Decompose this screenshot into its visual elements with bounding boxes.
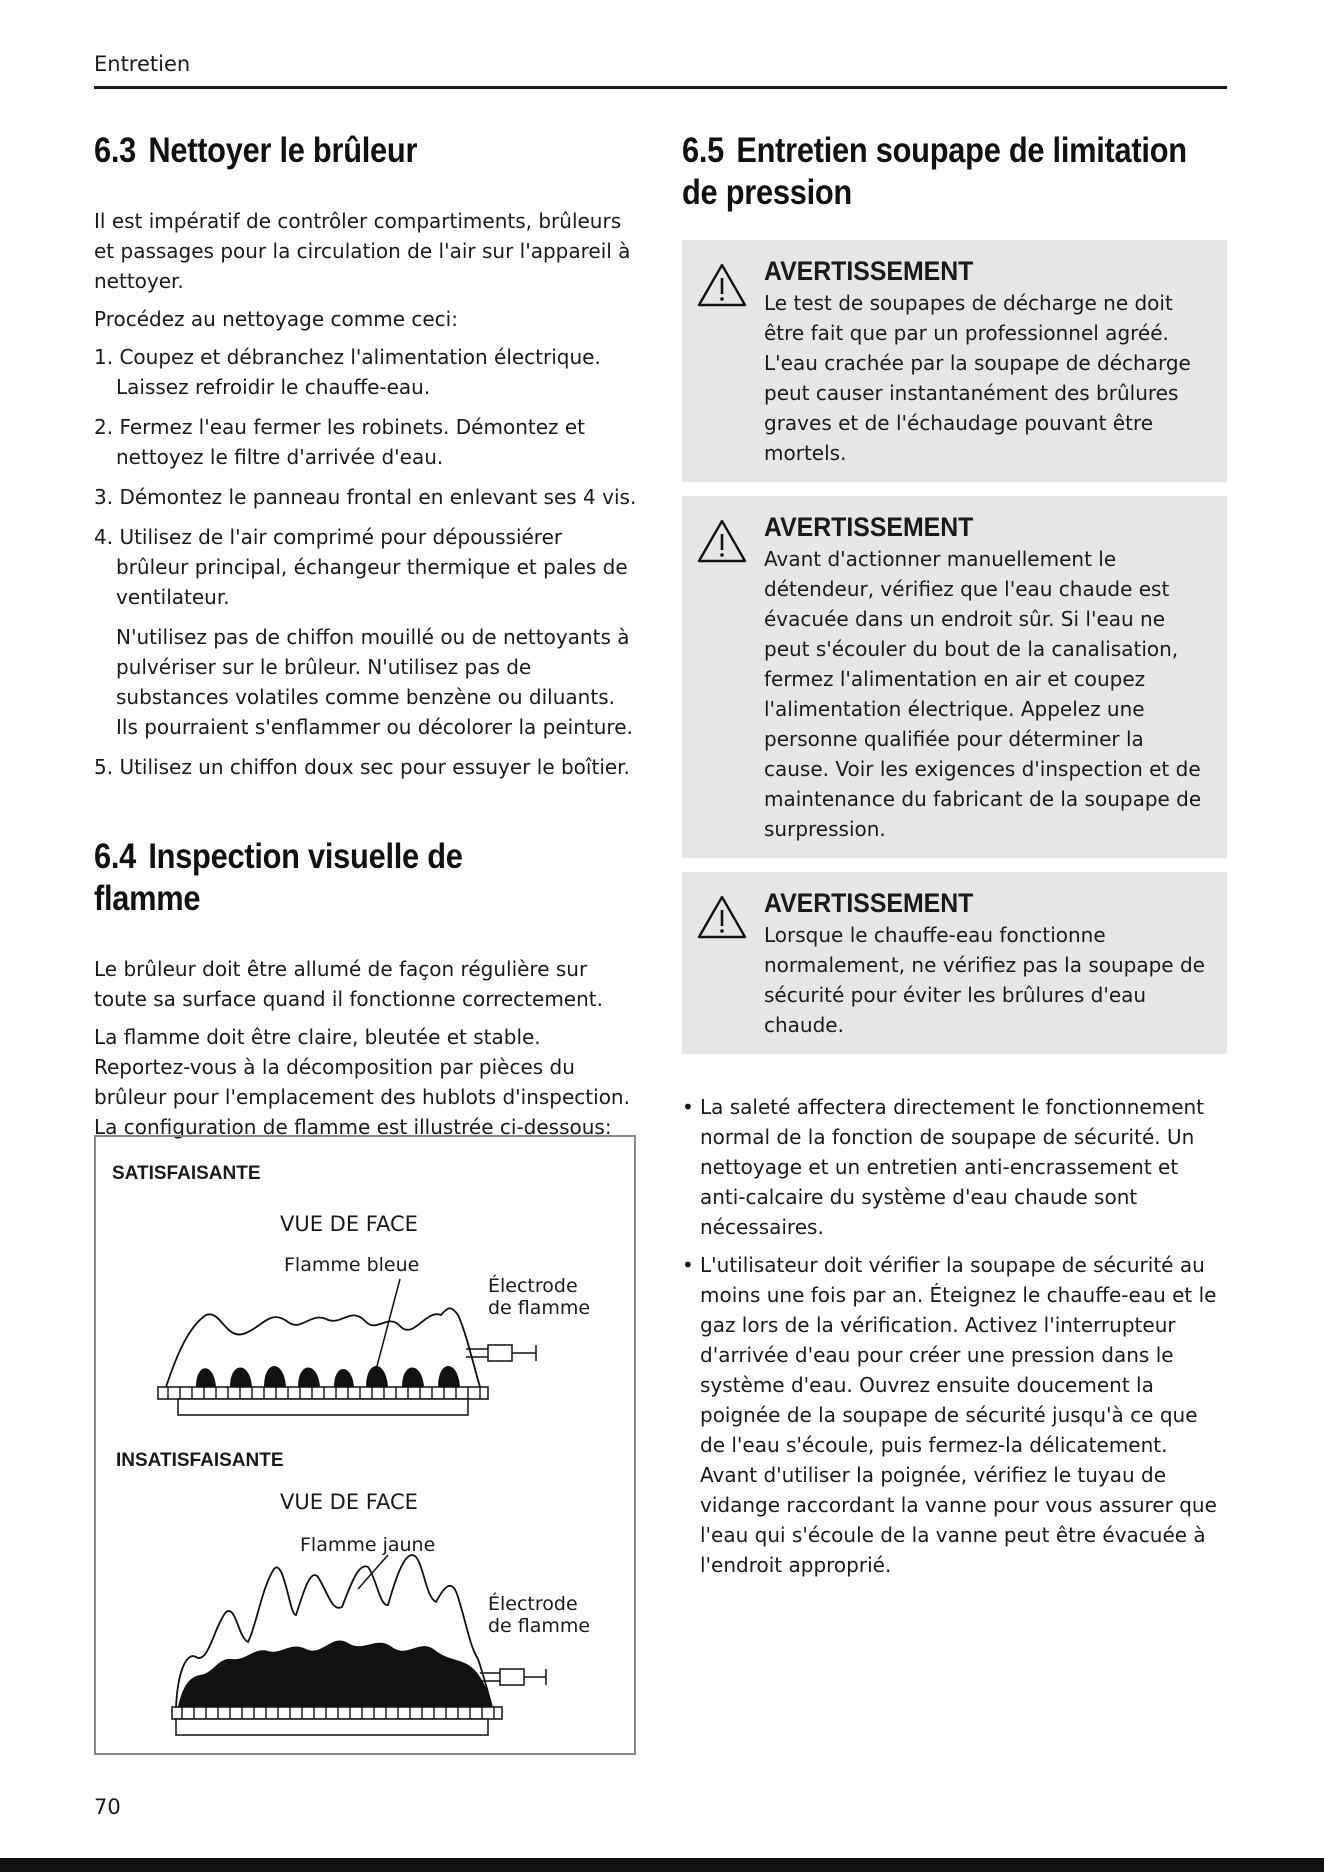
- bad-flame-name: Flamme jaune: [300, 1534, 436, 1556]
- warning-body-3: Lorsque le chauffe-eau fonctionne normalement, ne vérifiez pas la soupape de sécurité pour éviter les brûlures d'eau chaude.: [764, 923, 1205, 1037]
- s63-steps: [94, 342, 639, 612]
- s63-step-3: 3. Démontez le panneau frontal en enlevant ses 4 vis.: [94, 485, 637, 509]
- s65-bullet-1: • La saleté affectera directement le fonctionnement normal de la fonction de soupape de sécurité. Un nettoyage et un entretien anti-encrassement et anti-calcaire du système d'eau chaude sont nécessaires.: [682, 1095, 1205, 1239]
- section-6-4-heading: 6.4 Inspection visuelle de flamme: [94, 837, 463, 918]
- s63-steps-cont: [94, 752, 639, 782]
- s64-p2: La flamme doit être claire, bleutée et stable. Reportez-vous à la décomposition par pièces du brûleur pour l'emplacement des hublots d'inspection. La configuration de flamme est illustrée ci-dessous:: [94, 1025, 630, 1139]
- bad-flame-drawing: [96, 1437, 636, 1737]
- warning-body-1: Le test de soupapes de décharge ne doit être fait que par un professionnel agréé. L'eau crachée par la soupape de décharge peut causer instantanément des brûlures graves et de l'échaudage pouvant être mortels.: [764, 291, 1191, 465]
- s64-p1: Le brûleur doit être allumé de façon régulière sur toute sa surface quand il fonctionne correctement.: [94, 957, 603, 1011]
- good-flame-label: SATISFAISANTE: [112, 1163, 261, 1184]
- good-electrode-label: Électrode de flamme: [488, 1275, 591, 1319]
- s63-note: N'utilisez pas de chiffon mouillé ou de nettoyants à pulvériser sur le brûleur. N'utilisez pas de substances volatiles comme benzène ou diluants. Ils pourraient s'enflammer ou décolorer la peinture.: [116, 625, 633, 739]
- good-flame-name: Flamme bleue: [284, 1254, 420, 1276]
- right-column: [682, 130, 1227, 1588]
- bottom-edge-bar: [0, 1858, 1324, 1872]
- s63-step-4: 4. Utilisez de l'air comprimé pour dépoussiérer brûleur principal, échangeur thermique et pales de ventilateur.: [94, 525, 628, 609]
- warning-title-3: AVERTISSEMENT: [764, 888, 974, 918]
- good-flame-drawing: [96, 1137, 636, 1417]
- warning-box-2: [682, 496, 1227, 858]
- s63-step-5: 5. Utilisez un chiffon doux sec pour essuyer le boîtier.: [94, 755, 630, 779]
- warning-title-1: AVERTISSEMENT: [764, 256, 974, 286]
- s65-bullet-2: • L'utilisateur doit vérifier la soupape de sécurité au moins une fois par an. Éteignez le chauffe-eau et le gaz lors de la vérification. Activez l'interrupteur d'arrivée d'eau pour créer une pression dans le système d'eau. Ouvrez ensuite doucement la poignée de la soupape de sécurité jusqu'à ce que de l'eau s'écoule, puis fermez-la délicatement. Avant d'utiliser la poignée, vérifiez le tuyau de vidange raccordant la vanne pour vous assurer que l'eau qui s'écoule de la vanne peut être évacuée à l'endroit approprié.: [682, 1253, 1217, 1577]
- header-rule: [94, 86, 1227, 89]
- warning-box-3: [682, 872, 1227, 1054]
- warning-box-1: [682, 240, 1227, 482]
- s63-step-2: 2. Fermez l'eau fermer les robinets. Démontez et nettoyez le filtre d'arrivée d'eau.: [94, 415, 586, 469]
- page-number: 70: [94, 1795, 121, 1819]
- s63-intro: Il est impératif de contrôler compartiments, brûleurs et passages pour la circulation de l'air sur l'appareil à nettoyer.: [94, 209, 631, 293]
- s65-bullets: [682, 1092, 1227, 1580]
- warning-triangle-icon: [696, 894, 748, 940]
- bad-view-label: VUE DE FACE: [280, 1490, 418, 1514]
- section-6-3-heading: 6.3 Nettoyer le brûleur: [94, 131, 418, 170]
- left-column: [94, 130, 639, 1142]
- bad-flame-label: INSATISFAISANTE: [116, 1450, 284, 1471]
- warning-triangle-icon: [696, 262, 748, 308]
- s63-step-1: 1. Coupez et débranchez l'alimentation électrique. Laissez refroidir le chauffe-eau.: [94, 345, 601, 399]
- warning-body-2: Avant d'actionner manuellement le détendeur, vérifiez que l'eau chaude est évacuée dans un endroit sûr. Si l'eau ne peut s'écouler du bout de la canalisation, fermez l'alimentation en air et coupez l'alimentation électrique. Appelez une personne qualifiée pour déterminer la cause. Voir les exigences d'inspection et de maintenance du fabricant de la soupape de surpression.: [764, 547, 1202, 841]
- bad-electrode-label: Électrode de flamme: [488, 1593, 591, 1637]
- section-6-5-heading: 6.5 Entretien soupape de limitation de pression: [682, 131, 1187, 212]
- good-view-label: VUE DE FACE: [280, 1212, 418, 1236]
- warning-triangle-icon: [696, 518, 748, 564]
- running-header: Entretien: [94, 52, 191, 76]
- s63-lead: Procédez au nettoyage comme ceci:: [94, 307, 458, 331]
- warning-title-2: AVERTISSEMENT: [764, 512, 974, 542]
- flame-figure: [94, 1135, 636, 1755]
